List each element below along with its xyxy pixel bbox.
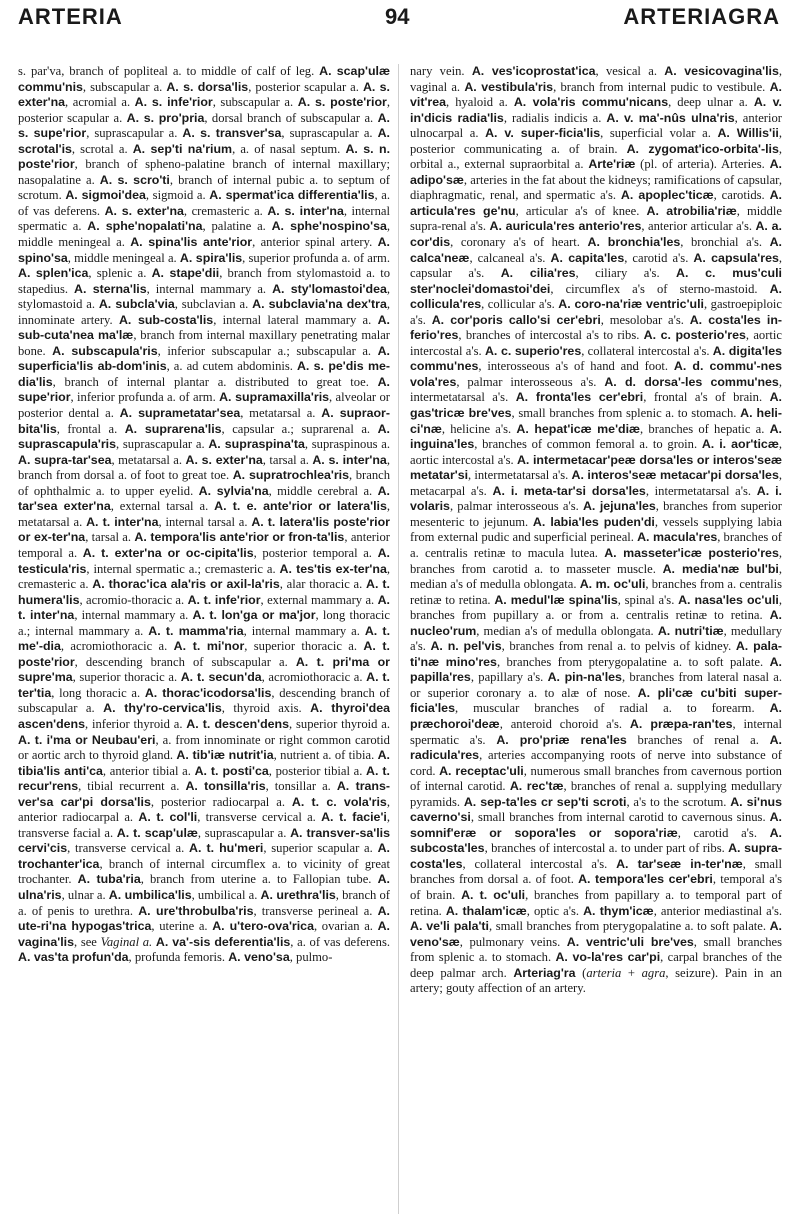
- left-column: [18, 64, 390, 1224]
- left-column-text: s. par'va, branch of popliteal a. to middle of calf of leg. A. scap'ulæ commu'nis, subscapular a. A. s. dorsa'lis, posterior scapular a. A. s. exter'na, acromial a. A. s. infe'rior, subscapular a. A. s. poste'rior, posterior scapular a. A. s. pro'pria, dorsal branch of subscapular a. A. s. supe'rior, suprascapular a. A. s. transver'sa, suprascapular a. A. scrotal'is, scrotal a. A. sep'ti na'rium, a. of nasal septum. A. s. n. poste'rior, branch of spheno-palatine branch of internal maxillary; nasopalatine a. A. s. scro'ti, branch of internal pubic a. to septum of scrotum. A. sigmoi'dea, sigmoid a. A. spermat'ica differentia'lis, a. of vas deferens. A. s. exter'na, cremasteric a. A. s. inter'na, internal spermatic a. A. sphe'nopalati'na, palatine a. A. sphe'nospino'sa, middle meningeal a. A. spina'lis ante'rior, anterior spinal artery. A. spino'sa, middle meningeal a. A. spira'lis, superior profunda a. of arm. A. splen'ica, splenic a. A. stape'dii, branch from stylomastoid a. to stapedius. A. sterna'lis, internal mammary a. A. sty'lomastoi'dea, stylomastoid a. A. subcla'via, subclavian a. A. subclavia'na dex'tra, innominate artery. A. sub-costa'lis, internal lateral mammary a. A. sub-cuta'nea ma'læ, branch from internal maxillary penetrating malar bone. A. subscapula'ris, inferior subscapular a.; subscapular a. A. superficia'lis ab-dom'inis, a. ad cutem abdominis. A. s. pe'dis me-dia'lis, branch of internal plantar a. distributed to great toe. A. supe'rior, inferior profunda a. of arm. A. supramaxilla'ris, alveolar or posterior dental a. A. suprametatar'sea, metatarsal a. A. supraor-bita'lis, frontal a. A. suprarena'lis, capsular a.; suprarenal a. A. suprascapula'ris, suprascapular a. A. supraspina'ta, supraspinous a. A. supra-tar'sea, metatarsal a. A. s. exter'na, tarsal a. A. s. inter'na, branch from dorsal a. of foot to great toe. A. supratrochlea'ris, branch of ophthalmic a. to upper eyelid. A. sylvia'na, middle cerebral a. A. tar'sea exter'na, external tarsal a. A. t. e. ante'rior or latera'lis, metatarsal a. A. t. inter'na, internal tarsal a. A. t. latera'lis poste'rior or ex-ter'na, tarsal a. A. tempora'lis ante'rior or fron-ta'lis, anterior temporal a. A. t. exter'na or oc-cipita'lis, posterior temporal a. A. testicula'ris, internal spermatic a.; cremasteric a. A. tes'tis ex-ter'na, cremasteric a. A. thorac'ica ala'ris or axil-la'ris, alar thoracic a. A. t. humera'lis, acromio-thoracic a. A. t. infe'rior, external mammary a. A. t. inter'na, internal mammary a. A. t. lon'ga or ma'jor, long thoracic a.; internal mammary a. A. t. mamma'ria, internal mammary a. A. t. me'-dia, acromiothoracic a. A. t. mi'nor, superior thoracic a. A. t. poste'rior, descending branch of subscapular a. A. t. pri'ma or supre'ma, superior thoracic a. A. t. secun'da, acromiothoracic a. A. t. ter'tia, long thoracic a. A. thorac'icodorsa'lis, descending branch of subscapular a. A. thy'ro-cervica'lis, thyroid axis. A. thyroi'dea ascen'dens, inferior thyroid a. A. t. descen'dens, superior thyroid a. A. t. i'ma or Neubau'eri, a. from innominate or right common carotid or aortic arch to thyroid gland. A. tib'iæ nutrit'ia, nutrient a. of tibia. A. tibia'lis anti'ca, anterior tibial a. A. t. posti'ca, posterior tibial a. A. t. recur'rens, tibial recurrent a. A. tonsilla'ris, tonsillar a. A. trans-ver'sa car'pi dorsa'lis, posterior radiocarpal a. A. t. c. vola'ris, anterior radiocarpal a. A. t. col'li, transverse cervical a. A. t. facie'i, transverse facial a. A. t. scap'ulæ, suprascapular a. A. transver-sa'lis cervi'cis, transverse cervical a. A. t. hu'meri, superior scapular a. A. trochanter'ica, branch of internal circumflex a. to vicinity of great trochanter. A. tuba'ria, branch from uterine a. to Fallopian tube. A. ulna'ris, ulnar a. A. umbilica'lis, umbilical a. A. urethra'lis, branch of a. of penis to urethra. A. ure'throbulba'ris, transverse perineal a. A. ute-ri'na hypogas'trica, uterine a. A. u'tero-ova'rica, ovarian a. A. vagina'lis, see Vaginal a. A. va'-sis deferentia'lis, a. of vas deferens. A. vas'ta profun'da, profunda femoris. A. veno'sa, pulmo-: [18, 64, 390, 965]
- running-head-left: ARTERIA: [18, 4, 123, 29]
- column-divider: [398, 64, 399, 1214]
- right-column: [410, 64, 782, 1224]
- page-header: [0, 0, 800, 36]
- running-head-right: ARTERIAGRA: [623, 4, 780, 29]
- right-column-text: nary vein. A. ves'icoprostat'ica, vesical a. A. vesicovagina'lis, vaginal a. A. vestibula'ris, branch from internal pudic to vestibule. A. vit'rea, hyaloid a. A. vola'ris commu'nicans, deep ulnar a. A. v. in'dicis radia'lis, radialis indicis a. A. v. ma'-nûs ulna'ris, anterior ulnocarpal a. A. v. super-ficia'lis, superficial volar a. A. Willis'ii, posterior communicating a. of brain. A. zygomat'ico-orbita'-lis, orbital a., external supraorbital a. Arte'riæ (pl. of arteria). Arteries. A. adipo'sæ, arteries in the fat about the kidneys; ramifications of capsular, diaphragmatic, renal, and spermatic a's. A. apoplec'ticæ, carotids. A. articula'res ge'nu, articular a's of knee. A. atrobilia'riæ, middle supra-renal a's. A. auricula'res anterio'res, anterior articular a's. A. a. cor'dis, coronary a's of heart. A. bronchia'les, bronchial a's. A. calca'neæ, calcaneal a's. A. capita'les, carotid a's. A. capsula'res, capsular a's. A. cilia'res, ciliary a's. A. c. mus'culi ster'noclei'domastoi'dei, circumflex a's of sterno-mastoid. A. collicula'res, collicular a's. A. coro-na'riæ ventric'uli, gastroepiploic a's. A. cor'poris callo'si cer'ebri, mesolobar a's. A. costa'les in-ferio'res, branches of intercostal a's to ribs. A. c. posterio'res, aortic intercostal a's. A. c. superio'res, collateral intercostal a's. A. digita'les commu'nes, interosseous a's of hand and foot. A. d. commu'-nes vola'res, palmar interosseous a's. A. d. dorsa'-les commu'nes, intermetatarsal a's. A. fronta'les cer'ebri, frontal a's of brain. A. gas'tricæ bre'ves, small branches from splenic a. to stomach. A. heli-ci'næ, helicine a's. A. hepat'icæ me'diæ, branches of hepatic a. A. inguina'les, branches of common femoral a. to groin. A. i. aor'ticæ, aortic intercostal a's. A. intermetacar'peæ dorsa'les or interos'seæ metatar'si, intermetatarsal a's. A. interos'seæ metacar'pi dorsa'les, metacarpal a's. A. i. meta-tar'si dorsa'les, intermetatarsal a's. A. i. volaris, palmar interosseous a's. A. jejuna'les, branches from superior mesenteric to jejunum. A. labia'les puden'di, vessels supplying labia from external pudic and superficial perineal. A. macula'res, branches of a. centralis retinæ to macula lutea. A. masseter'icæ posterio'res, branches from carotid a. to masseter muscle. A. media'næ bul'bi, median a's of medulla oblongata. A. m. oc'uli, branches from a. centralis retinæ to retina. A. medul'læ spina'lis, spinal a's. A. nasa'les oc'uli, branches from pupillary a. or from a. centralis retinæ to retina. A. nucleo'rum, median a's of medulla oblongata. A. nutri'tiæ, medullary a's. A. n. pel'vis, branches from renal a. to pelvis of kidney. A. pala-ti'næ mino'res, branches from pterygopalatine a. to soft palate. A. papilla'res, papillary a's. A. pin-na'les, branches from lateral nasal a. or superior coronary a. to alæ of nose. A. pli'cæ cu'biti super-ficia'les, muscular branches of radial a. to forearm. A. præchoroi'deæ, anteroid choroid a's. A. præpa-ran'tes, internal spermatic a's. A. pro'priæ rena'les branches of renal a. A. radicula'res, arteries accompanying roots of nerve into substance of cord. A. receptac'uli, numerous small branches from cavernous portion of internal carotid. A. rec'tæ, branches of renal a. supplying medullary pyramids. A. sep-ta'les cr sep'ti scroti, a's to the scrotum. A. si'nus caverno'si, small branches from internal carotid to cavernous sinus. A. somnif'eræ or sopora'les or sopora'riæ, carotid a's. A. subcosta'les, branches of intercostal a. to under part of ribs. A. supra-costa'les, collateral intercostal a's. A. tar'seæ in-ter'næ, small branches from dorsal a. of foot. A. tempora'les cer'ebri, temporal a's of brain. A. t. oc'uli, branches from papillary a. to temporal part of retina. A. thalam'icæ, optic a's. A. thym'icæ, anterior mediastinal a's. A. ve'li pala'ti, small branches from pterygopalatine a. to soft palate. A. veno'sæ, pulmonary veins. A. ventric'uli bre'ves, small branches from splenic a. to stomach. A. vo-la'res car'pi, carpal branches of the deep palmar arch. Arteriag'ra (arteria + agra, seizure). Pain in an artery; gouty affection of an artery.: [410, 64, 782, 996]
- page-number: 94: [385, 4, 410, 29]
